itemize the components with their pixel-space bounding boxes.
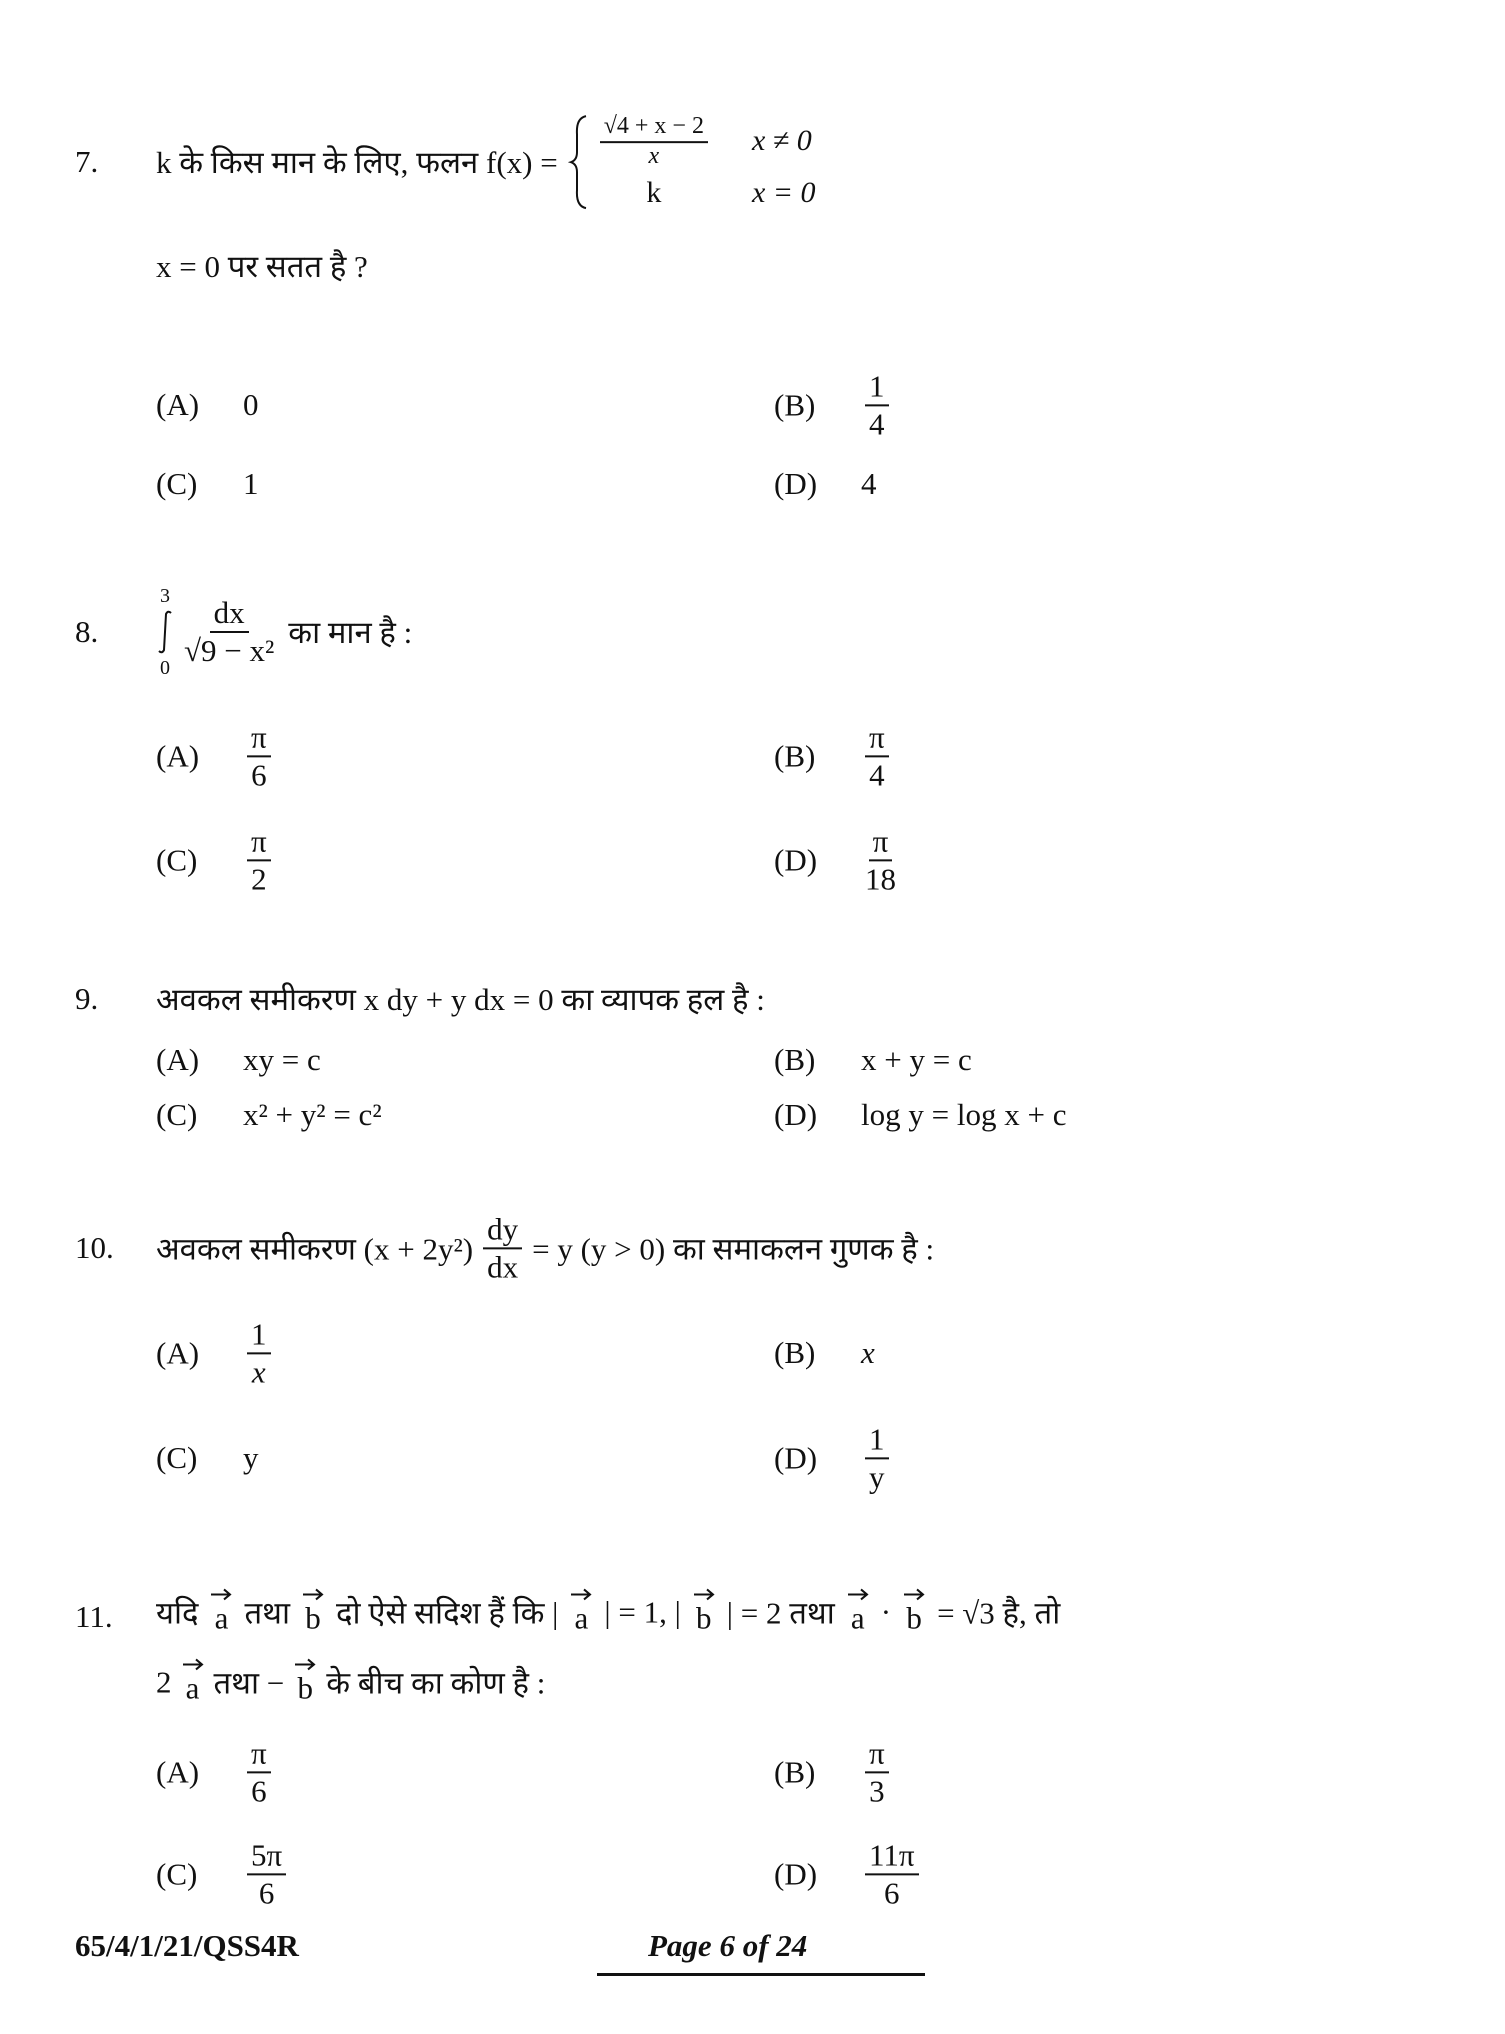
text: 2: [156, 1664, 172, 1699]
q7-option-d[interactable]: [774, 466, 877, 502]
option-label: (B): [774, 387, 816, 422]
piece1-denominator: x: [648, 142, 660, 169]
question-10-text: [156, 1211, 934, 1284]
dot-operator: ·: [880, 1594, 892, 1629]
integral-sign: [156, 585, 174, 679]
denominator: 18: [865, 861, 896, 896]
numerator: 5π: [247, 1837, 286, 1875]
text: तथा −: [213, 1665, 285, 1700]
option-value: y: [243, 1440, 259, 1475]
arrow-icon: [847, 1588, 869, 1600]
question-7-number: 7.: [75, 144, 99, 179]
numerator: dx: [210, 595, 249, 633]
vector-b: b: [294, 1658, 316, 1705]
numerator: π: [247, 823, 271, 861]
integral-icon: [156, 609, 174, 655]
arrow-icon: [693, 1588, 715, 1600]
question-9-text: अवकल समीकरण x dy + y dx = 0 का व्यापक हल है :: [156, 982, 765, 1017]
arrow-icon: [570, 1588, 592, 1600]
question-7-line2: x = 0 पर सतत है ?: [156, 249, 368, 284]
option-label: (D): [774, 1856, 818, 1891]
option-label: (C): [156, 1097, 198, 1132]
numerator: 11π: [865, 1837, 919, 1875]
vector-b: b: [302, 1588, 324, 1635]
vector-a: a: [847, 1588, 869, 1635]
option-value: x + y = c: [861, 1042, 972, 1077]
option-label: (D): [774, 842, 818, 877]
option-label: (A): [156, 1754, 200, 1789]
text: तथा: [244, 1595, 290, 1630]
text: के बीच का कोण है :: [326, 1665, 546, 1700]
arrow-icon: [302, 1588, 324, 1600]
option-label: (C): [156, 1440, 198, 1475]
piece1-condition: x ≠ 0: [751, 124, 812, 158]
q10-option-b[interactable]: [774, 1335, 875, 1371]
text: = √3 है, तो: [937, 1595, 1061, 1630]
option-label: (A): [156, 738, 200, 773]
option-label: (B): [774, 1042, 816, 1077]
option-label: (B): [774, 738, 816, 773]
page-number-underline: [597, 1973, 925, 1976]
denominator: x: [251, 1354, 266, 1389]
q10-option-a[interactable]: [156, 1316, 275, 1389]
numerator: 1: [247, 1316, 271, 1354]
lower-limit: 0: [160, 657, 170, 679]
arrow-icon: [182, 1658, 204, 1670]
option-label: (D): [774, 1440, 818, 1475]
q10-option-d[interactable]: [774, 1421, 893, 1494]
question-8-number: 8.: [75, 614, 99, 649]
piecewise-function: [596, 113, 816, 211]
option-label: (C): [156, 842, 198, 877]
piece2-condition: x = 0: [751, 176, 816, 210]
text: यदि: [156, 1595, 199, 1630]
piece1-numerator: √4 + x − 2: [600, 113, 708, 143]
vector-a: a: [182, 1658, 204, 1705]
question-11-number: 11.: [75, 1599, 113, 1634]
q7-option-b[interactable]: [774, 368, 893, 441]
vector-a: a: [570, 1588, 592, 1635]
arrow-icon: [210, 1588, 232, 1600]
piece2-value: k: [646, 176, 662, 210]
vector-a: a: [210, 1588, 232, 1635]
question-8-text: [156, 585, 412, 679]
denominator: 3: [869, 1773, 885, 1808]
question-9-number: 9.: [75, 981, 99, 1016]
option-label: (B): [774, 1754, 816, 1789]
denominator: 2: [251, 861, 267, 896]
denominator: 6: [251, 1773, 267, 1808]
integrand: [184, 595, 274, 668]
numerator: π: [865, 1735, 889, 1773]
denominator: 4: [869, 757, 885, 792]
option-label: (A): [156, 1042, 200, 1077]
q8-option-a[interactable]: [156, 719, 275, 792]
numerator: π: [869, 823, 893, 861]
q9-option-d[interactable]: [774, 1097, 1066, 1133]
question-10-number: 10.: [75, 1230, 114, 1265]
option-value: 4: [861, 466, 877, 501]
q11-option-a[interactable]: [156, 1735, 275, 1808]
text: दो ऐसे सदिश हैं कि |: [336, 1595, 559, 1630]
q11-option-d[interactable]: [774, 1837, 923, 1910]
denominator: √9 − x²: [184, 633, 275, 668]
numerator: 1: [865, 368, 889, 406]
derivative-fraction: [483, 1211, 522, 1284]
q7-option-a[interactable]: [156, 387, 259, 423]
denominator: y: [869, 1459, 885, 1494]
text: | = 1, |: [604, 1594, 681, 1629]
option-fraction: [865, 368, 889, 441]
option-value: x² + y² = c²: [243, 1097, 382, 1132]
q11-option-c[interactable]: [156, 1837, 290, 1910]
numerator: dy: [483, 1211, 522, 1249]
q10-option-c[interactable]: [156, 1440, 259, 1476]
paper-code: 65/4/1/21/QSS4R: [75, 1928, 299, 1963]
question-7-prefix: k के किस मान के लिए, फलन f(x) =: [156, 145, 558, 180]
q9-option-a[interactable]: [156, 1042, 321, 1078]
numerator: π: [247, 1735, 271, 1773]
q9-option-b[interactable]: [774, 1042, 972, 1078]
arrow-icon: [903, 1588, 925, 1600]
upper-limit: 3: [160, 585, 170, 607]
page-number: Page 6 of 24: [648, 1928, 808, 1963]
option-label: (D): [774, 1097, 818, 1132]
numerator: π: [865, 719, 889, 757]
option-value: log y = log x + c: [861, 1097, 1067, 1132]
piece1-fraction: [600, 113, 708, 170]
q8-option-b[interactable]: [774, 719, 893, 792]
question-10-suffix: = y (y > 0) का समाकलन गुणक है :: [532, 1231, 935, 1266]
option-value: x: [861, 1335, 875, 1370]
question-11-line2: [156, 1658, 545, 1705]
numerator: 1: [865, 1421, 889, 1459]
option-value: 1: [243, 466, 259, 501]
option-label: (A): [156, 1335, 200, 1370]
denominator: 4: [869, 406, 885, 441]
q9-option-c[interactable]: [156, 1097, 382, 1133]
question-10-prefix: अवकल समीकरण (x + 2y²): [156, 1231, 474, 1266]
q8-option-c[interactable]: [156, 823, 275, 896]
denominator: 6: [884, 1875, 900, 1910]
option-label: (C): [156, 1856, 198, 1891]
brace-icon: [568, 114, 590, 210]
numerator: π: [247, 719, 271, 757]
option-value: 0: [243, 387, 259, 422]
vector-b: b: [903, 1588, 925, 1635]
option-label: (D): [774, 466, 818, 501]
question-11-line1: [156, 1588, 1060, 1635]
denominator: dx: [487, 1249, 519, 1284]
text: | = 2 तथा: [726, 1595, 835, 1630]
question-8-suffix: का मान है :: [288, 615, 413, 650]
q11-option-b[interactable]: [774, 1735, 893, 1808]
denominator: 6: [258, 1875, 275, 1910]
option-label: (C): [156, 466, 198, 501]
denominator: 6: [251, 757, 267, 792]
arrow-icon: [294, 1658, 316, 1670]
question-7-text: [156, 113, 816, 211]
option-label: (A): [156, 387, 200, 422]
q7-option-c[interactable]: [156, 466, 259, 502]
option-label: (B): [774, 1335, 816, 1370]
option-value: xy = c: [243, 1042, 321, 1077]
q8-option-d[interactable]: [774, 823, 900, 896]
vector-b: b: [693, 1588, 715, 1635]
